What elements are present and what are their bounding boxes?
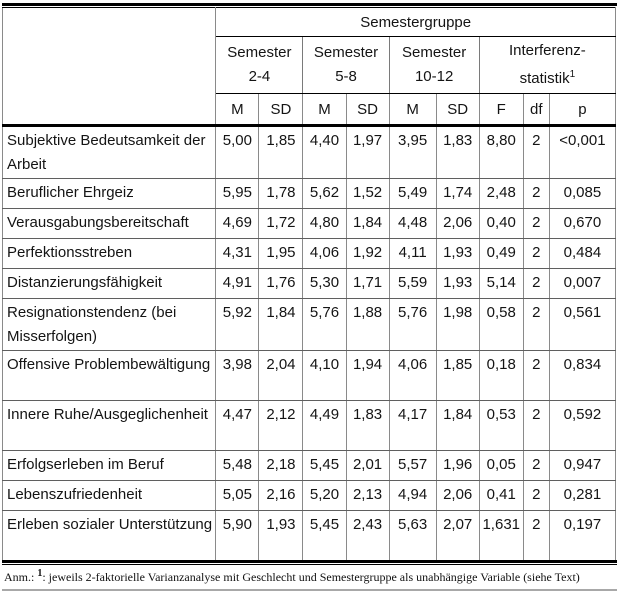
table-row xyxy=(3,481,616,511)
table-row xyxy=(3,209,616,239)
table-row xyxy=(3,126,616,179)
cell-m-5-8: 5,45 xyxy=(303,511,346,561)
table-row xyxy=(3,299,616,351)
footnote-prefix: Anm.: xyxy=(4,570,38,584)
cell-f: 2,48 xyxy=(479,179,523,209)
cell-m-2-4: 5,95 xyxy=(216,179,259,209)
cell-sd-5-8: 1,97 xyxy=(346,126,389,179)
row-label: Innere Ruhe/Ausgeglichenheit xyxy=(3,401,216,451)
cell-sd-10-12: 1,83 xyxy=(436,126,479,179)
cell-sd-2-4: 1,93 xyxy=(259,511,303,561)
cell-sd-2-4: 1,84 xyxy=(259,299,303,351)
cell-sd-10-12: 1,84 xyxy=(436,401,479,451)
col-group-interferenzstatistik: Interferenz- statistik$^1$ xyxy=(479,37,615,94)
anova-table xyxy=(2,7,616,560)
row-label: Perfektionsstreben xyxy=(3,239,216,269)
cell-sd-5-8: 1,52 xyxy=(346,179,389,209)
cell-f: 0,49 xyxy=(479,239,523,269)
table-row xyxy=(3,511,616,561)
cell-sd-5-8: 1,88 xyxy=(346,299,389,351)
cell-df: 2 xyxy=(523,401,549,451)
col-group-semester-5-8: Semester 5-8 xyxy=(303,37,389,94)
cell-sd-5-8: 1,83 xyxy=(346,401,389,451)
cell-f: 0,58 xyxy=(479,299,523,351)
footnote-text: : jeweils 2-faktorielle Varianzanalyse mit Geschlecht und Semestergruppe als unabhängige Variable (siehe Text) xyxy=(42,570,580,584)
cell-m-10-12: 5,76 xyxy=(389,299,436,351)
row-label: Erleben sozialer Unterstützung xyxy=(3,511,216,561)
row-label: Resignationstendenz (bei Misserfolgen) xyxy=(3,299,216,351)
cell-sd-2-4: 1,72 xyxy=(259,209,303,239)
cell-m-2-4: 4,91 xyxy=(216,269,259,299)
cell-m-5-8: 4,40 xyxy=(303,126,346,179)
cell-df: 2 xyxy=(523,239,549,269)
header-row-group xyxy=(3,8,616,37)
cell-sd-10-12: 1,93 xyxy=(436,269,479,299)
cell-m-5-8: 4,80 xyxy=(303,209,346,239)
cell-sd-2-4: 1,78 xyxy=(259,179,303,209)
cell-m-2-4: 3,98 xyxy=(216,351,259,401)
cell-m-10-12: 4,94 xyxy=(389,481,436,511)
col-header-p: p xyxy=(549,94,615,126)
table-row xyxy=(3,179,616,209)
cell-p: 0,007 xyxy=(549,269,615,299)
cell-df: 2 xyxy=(523,351,549,401)
cell-df: 2 xyxy=(523,179,549,209)
cell-f: 0,05 xyxy=(479,451,523,481)
footnote-marker: 1 xyxy=(569,69,576,80)
cell-sd-5-8: 2,01 xyxy=(346,451,389,481)
cell-m-2-4: 5,48 xyxy=(216,451,259,481)
cell-m-2-4: 4,31 xyxy=(216,239,259,269)
cell-m-2-4: 5,00 xyxy=(216,126,259,179)
col-header-sd-10-12: SD xyxy=(436,94,479,126)
cell-f: 5,14 xyxy=(479,269,523,299)
cell-df: 2 xyxy=(523,209,549,239)
row-label: Verausgabungsbereitschaft xyxy=(3,209,216,239)
cell-df: 2 xyxy=(523,511,549,561)
cell-p: 0,834 xyxy=(549,351,615,401)
cell-m-10-12: 5,59 xyxy=(389,269,436,299)
cell-sd-10-12: 2,06 xyxy=(436,481,479,511)
cell-f: 1,631 xyxy=(479,511,523,561)
cell-m-10-12: 4,06 xyxy=(389,351,436,401)
cell-p: 0,561 xyxy=(549,299,615,351)
table-row xyxy=(3,401,616,451)
row-label: Lebenszufriedenheit xyxy=(3,481,216,511)
cell-sd-10-12: 1,74 xyxy=(436,179,479,209)
cell-p: 0,484 xyxy=(549,239,615,269)
cell-sd-10-12: 2,06 xyxy=(436,209,479,239)
cell-df: 2 xyxy=(523,299,549,351)
cell-f: 0,53 xyxy=(479,401,523,451)
cell-sd-2-4: 1,85 xyxy=(259,126,303,179)
cell-m-2-4: 4,47 xyxy=(216,401,259,451)
cell-df: 2 xyxy=(523,451,549,481)
cell-df: 2 xyxy=(523,126,549,179)
cell-sd-10-12: 1,96 xyxy=(436,451,479,481)
cell-m-5-8: 5,76 xyxy=(303,299,346,351)
cell-m-5-8: 4,10 xyxy=(303,351,346,401)
corner-cell xyxy=(3,8,216,126)
row-label: Beruflicher Ehrgeiz xyxy=(3,179,216,209)
cell-p: 0,085 xyxy=(549,179,615,209)
footnote-superscript: 1 xyxy=(37,568,43,579)
table-row xyxy=(3,451,616,481)
cell-m-5-8: 4,49 xyxy=(303,401,346,451)
cell-sd-2-4: 1,76 xyxy=(259,269,303,299)
cell-m-10-12: 5,63 xyxy=(389,511,436,561)
cell-m-10-12: 4,11 xyxy=(389,239,436,269)
cell-p: 0,947 xyxy=(549,451,615,481)
table-row xyxy=(3,351,616,401)
row-label: Subjektive Bedeutsamkeit der Arbeit xyxy=(3,126,216,179)
group-header: Semestergruppe xyxy=(216,8,616,37)
cell-df: 2 xyxy=(523,269,549,299)
cell-sd-5-8: 2,43 xyxy=(346,511,389,561)
cell-sd-5-8: 1,92 xyxy=(346,239,389,269)
cell-sd-10-12: 2,07 xyxy=(436,511,479,561)
col-header-sd-2-4: SD xyxy=(259,94,303,126)
cell-m-5-8: 5,30 xyxy=(303,269,346,299)
cell-m-5-8: 5,45 xyxy=(303,451,346,481)
cell-sd-2-4: 2,04 xyxy=(259,351,303,401)
col-group-semester-10-12: Semester 10-12 xyxy=(389,37,479,94)
cell-sd-2-4: 2,18 xyxy=(259,451,303,481)
col-header-df: df xyxy=(523,94,549,126)
cell-m-5-8: 4,06 xyxy=(303,239,346,269)
footnote xyxy=(2,564,617,591)
cell-m-10-12: 3,95 xyxy=(389,126,436,179)
cell-sd-5-8: 1,84 xyxy=(346,209,389,239)
col-group-semester-2-4: Semester 2-4 xyxy=(216,37,303,94)
cell-m-10-12: 4,17 xyxy=(389,401,436,451)
cell-m-5-8: 5,20 xyxy=(303,481,346,511)
cell-f: 0,41 xyxy=(479,481,523,511)
cell-m-5-8: 5,62 xyxy=(303,179,346,209)
cell-m-2-4: 4,69 xyxy=(216,209,259,239)
col-header-f: F xyxy=(479,94,523,126)
row-label: Offensive Problembewältigung xyxy=(3,351,216,401)
cell-m-2-4: 5,92 xyxy=(216,299,259,351)
row-label: Erfolgserleben im Beruf xyxy=(3,451,216,481)
cell-sd-2-4: 2,12 xyxy=(259,401,303,451)
cell-m-10-12: 5,49 xyxy=(389,179,436,209)
cell-m-2-4: 5,05 xyxy=(216,481,259,511)
cell-sd-2-4: 1,95 xyxy=(259,239,303,269)
col-header-sd-5-8: SD xyxy=(346,94,389,126)
cell-f: 8,80 xyxy=(479,126,523,179)
cell-sd-10-12: 1,98 xyxy=(436,299,479,351)
cell-p: <0,001 xyxy=(549,126,615,179)
cell-sd-5-8: 1,71 xyxy=(346,269,389,299)
cell-sd-2-4: 2,16 xyxy=(259,481,303,511)
cell-sd-5-8: 1,94 xyxy=(346,351,389,401)
anova-table-container xyxy=(2,3,617,563)
cell-sd-10-12: 1,93 xyxy=(436,239,479,269)
cell-p: 0,197 xyxy=(549,511,615,561)
table-row xyxy=(3,269,616,299)
cell-m-2-4: 5,90 xyxy=(216,511,259,561)
cell-sd-10-12: 1,85 xyxy=(436,351,479,401)
col-header-m-2-4: M xyxy=(216,94,259,126)
table-row xyxy=(3,239,616,269)
cell-m-10-12: 5,57 xyxy=(389,451,436,481)
col-header-m-10-12: M xyxy=(389,94,436,126)
cell-f: 0,40 xyxy=(479,209,523,239)
row-label: Distanzierungsfähigkeit xyxy=(3,269,216,299)
col-header-m-5-8: M xyxy=(303,94,346,126)
cell-df: 2 xyxy=(523,481,549,511)
cell-p: 0,592 xyxy=(549,401,615,451)
cell-sd-5-8: 2,13 xyxy=(346,481,389,511)
cell-m-10-12: 4,48 xyxy=(389,209,436,239)
cell-p: 0,670 xyxy=(549,209,615,239)
cell-f: 0,18 xyxy=(479,351,523,401)
cell-p: 0,281 xyxy=(549,481,615,511)
